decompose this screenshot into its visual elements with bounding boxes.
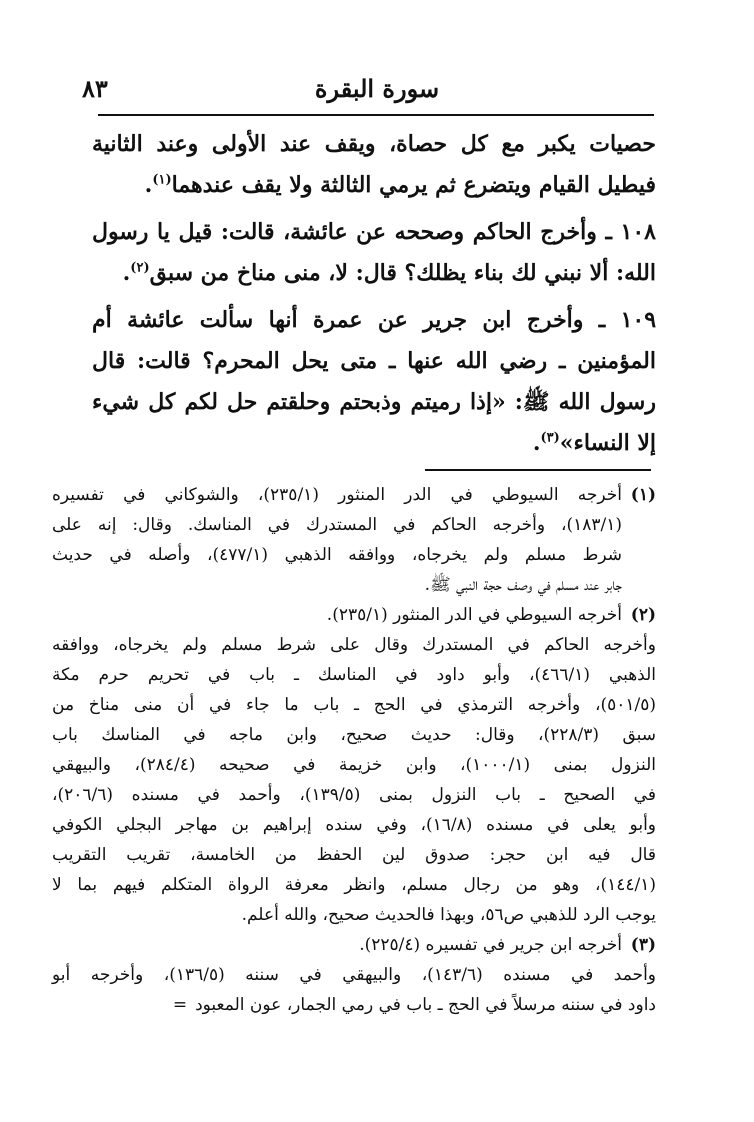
footnote-line: قال فيه ابن حجر: صدوق لين الحفظ من الخامسة، تقريب التقريب: [52, 845, 656, 865]
hadith-number: ١٠٨ ـ: [596, 219, 656, 245]
footnote-line: وأحمد في مسنده (١٤٣/٦)، والبيهقي في سننه (١٣٦/٥)، وأخرجه أبو: [52, 965, 656, 985]
paragraph-text: وأخرج ابن جرير عن عمرة أنها سألت عائشة أم المؤمنين ـ رضي الله عنها ـ متى يحل المحرم؟ قالت: قال رسول الله ﷺ: «إذا رميتم وذبحتم وحلقتم حل لكم كل شيء إلا النساء»: [92, 307, 656, 456]
footnote-line: (٥٠١/٥)، وأخرجه الترمذي في الحج ـ باب ما جاء في أن منى مناخ من: [52, 695, 656, 715]
page-number: ٨٣: [82, 74, 108, 103]
footnote-line: وأبو يعلى في مسنده (١٦/٨)، وفي سنده إبراهيم بن مهاجر البجلي الكوفي: [52, 815, 656, 835]
footnote-line: سبق (٢٢٨/٣)، وقال: حديث صحيح، وابن ماجه في المناسك باب: [52, 725, 656, 745]
footnote-line: (١٤٤/١)، وهو من رجال مسلم، وانظر معرفة الرواة المتكلم فيهم بما لا: [52, 875, 656, 895]
continuation-symbol: =: [172, 995, 188, 1015]
footnotes: [52, 480, 656, 1020]
footnote-2: [52, 600, 656, 930]
footnote-line: أخرجه السيوطي في الدر المنثور (٢٣٥/١)، والشوكاني في تفسيره: [52, 485, 622, 505]
footnote-3: [52, 930, 656, 1020]
paragraph-108: ١٠٨ ـ وأخرج الحاكم وصححه عن عائشة، قالت: قيل يا رسول الله: ألا نبني لك بناء يظلك؟ قال: لا، منى مناخ من سبق$^{(٢)}$.: [92, 219, 656, 286]
hadith-number: ١٠٩ ـ: [583, 307, 657, 333]
header-rule: [98, 114, 654, 116]
footnote-line: النزول بمنى (١٠٠٠/١)، وابن خزيمة في صحيحه (٢٨٤/٤)، والبيهقي: [52, 755, 656, 775]
paragraph-text: حصيات يكبر مع كل حصاة، ويقف عند الأولى وعند الثانية فيطيل القيام ويتضرع ثم يرمي الثالثة ولا يقف عندهما: [92, 131, 656, 198]
footnote-1: [52, 480, 656, 600]
footnote-ref: (٢): [130, 260, 150, 276]
footnote-line: أخرجه ابن جرير في تفسيره (٢٢٥/٤).: [359, 935, 622, 955]
footnote-line: الذهبي (٤٦٦/١)، وأبو داود في المناسك ـ باب في تحريم حرم مكة: [52, 665, 656, 685]
footnote-ref: (١): [152, 172, 172, 188]
footnote-line: (١٨٣/١)، وأخرجه الحاكم في المستدرك في المناسك. وقال: إنه على: [52, 515, 622, 535]
footnote-mark: (٣): [630, 935, 656, 955]
footnote-line-last: [52, 990, 656, 1020]
footnote-text: داود في سننه مرسلاً في الحج ـ باب في رمي الجمار، عون المعبود: [195, 995, 656, 1015]
main-text: [92, 124, 656, 464]
footnote-mark: (٢): [630, 605, 656, 625]
footnote-separator: [425, 469, 651, 471]
footnote-line: جابر عند مسلم في وصف حجة النبي ﷺ.: [424, 575, 622, 595]
footnote-body: [52, 480, 622, 600]
footnote-line: شرط مسلم ولم يخرجاه، ووافقه الذهبي (٤٧٧/١)، وأصله في حديث: [52, 545, 622, 565]
footnote-line: يوجب الرد للذهبي ص٥٦، وبهذا فالحديث صحيح، والله أعلم.: [241, 905, 656, 925]
paragraph-109: ١٠٩ ـ وأخرج ابن جرير عن عمرة أنها سألت عائشة أم المؤمنين ـ رضي الله عنها ـ متى يحل المحرم؟ قالت: قال رسول الله ﷺ: «إذا رميتم وذبحتم وحلقتم حل لكم كل شيء إلا النساء»$^{(٣)}$.: [92, 307, 657, 456]
footnote-mark: (١): [630, 485, 656, 505]
footnote-line: وأخرجه الحاكم في المستدرك وقال على شرط مسلم ولم يخرجاه، ووافقه: [52, 635, 656, 655]
paragraph-continuation: حصيات يكبر مع كل حصاة، ويقف عند الأولى وعند الثانية فيطيل القيام ويتضرع ثم يرمي الثالثة ولا يقف عندهما$^{(١)}$.: [92, 131, 656, 198]
surah-title: سورة البقرة: [314, 74, 440, 103]
footnote-line: أخرجه السيوطي في الدر المنثور (٢٣٥/١).: [326, 605, 622, 625]
footnote-line: في الصحيح ـ باب النزول بمنى (١٣٩/٥)، وأحمد في مسنده (٢٠٦/٦)،: [52, 785, 656, 805]
footnote-ref: (٣): [540, 430, 560, 446]
footnote-body: [52, 930, 656, 1020]
paragraph-text: وأخرج الحاكم وصححه عن عائشة، قالت: قيل يا رسول الله: ألا نبني لك بناء يظلك؟ قال: لا، منى مناخ من سبق: [92, 219, 656, 286]
footnote-body: [52, 600, 656, 930]
